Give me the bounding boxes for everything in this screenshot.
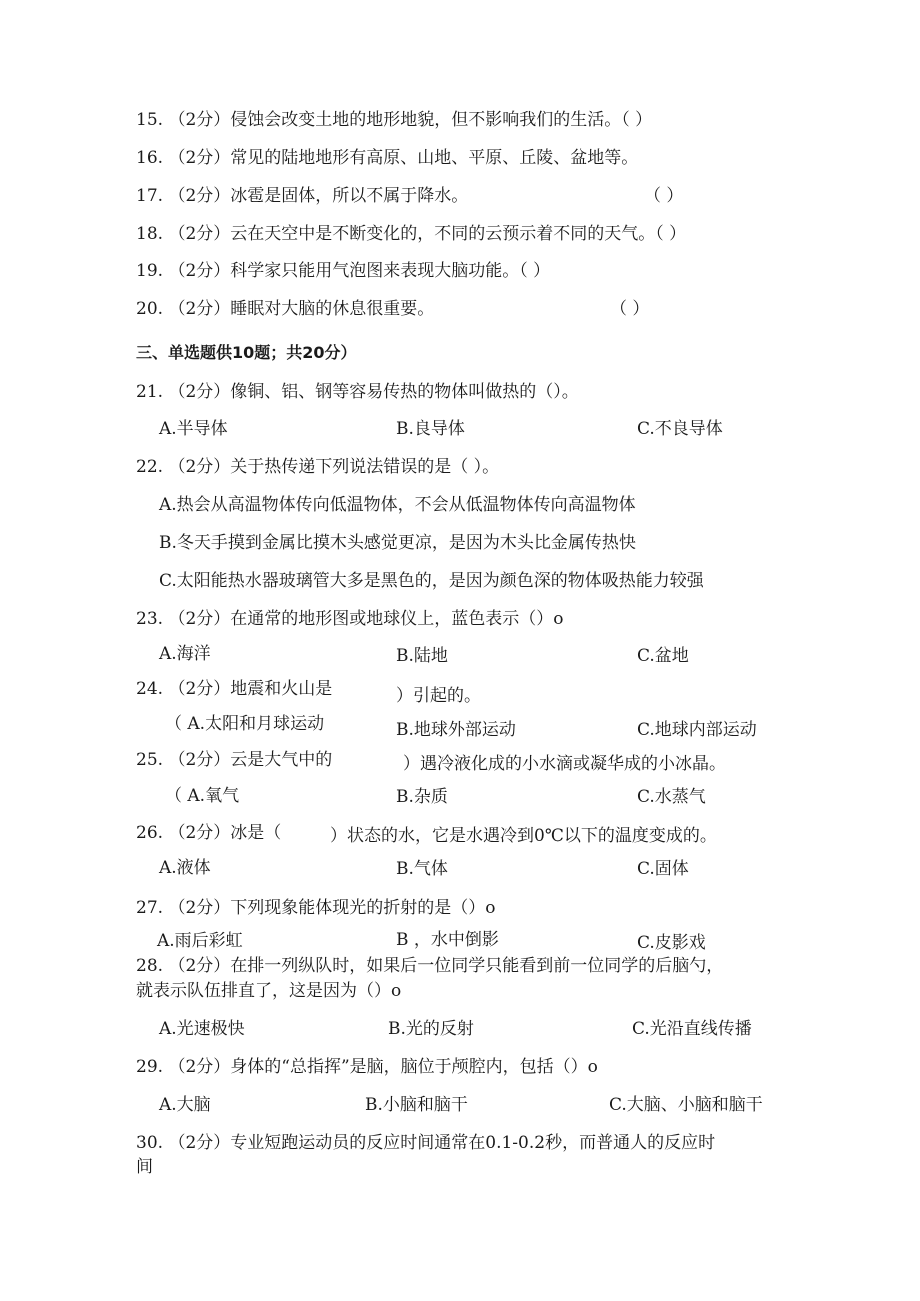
- question-number: 16.: [136, 148, 164, 168]
- option-c: C.盆地: [637, 646, 689, 666]
- question-19: [136, 260, 550, 282]
- question-29: [136, 1056, 598, 1078]
- option-a: A.大脑: [159, 1095, 211, 1115]
- question-text: （2分）科学家只能用气泡图来表现大脑功能。（ ）: [168, 261, 551, 281]
- question-28: [136, 955, 723, 977]
- question-text: （2分）云是大气中的: [168, 750, 333, 770]
- question-text: （2分）关于热传递下列说法错误的是（ ）。: [168, 457, 500, 477]
- question-number: 23.: [136, 609, 164, 629]
- option-a: （ A.氧气: [165, 786, 240, 806]
- question-text: （2分）睡眠对大脑的休息很重要。: [168, 299, 435, 319]
- question-number: 22.: [136, 457, 164, 477]
- answer-paren-20: （ ）: [610, 299, 650, 319]
- question-text-continued: 就表示队伍排直了，这是因为（）o: [136, 981, 402, 1001]
- question-text: （2分）身体的“总指挥”是脑，脑位于颅腔内，包括（）o: [168, 1057, 598, 1077]
- option-b: B.小脑和脑干: [365, 1095, 468, 1115]
- question-26: [136, 822, 281, 844]
- question-18: [136, 223, 686, 245]
- option-c: C.皮影戏: [637, 933, 706, 953]
- question-21: [136, 381, 579, 403]
- option-c: C.地球内部运动: [637, 720, 757, 740]
- question-text: （2分）下列现象能体现光的折射的是（）o: [168, 898, 496, 918]
- question-text-continued: ）遇冷液化成的小水滴或凝华成的小冰晶。: [403, 754, 726, 774]
- question-text: （2分）冰是（: [168, 823, 282, 843]
- option-c: C.太阳能热水器玻璃管大多是黑色的，是因为颜色深的物体吸热能力较强: [159, 571, 704, 591]
- option-a: A.半导体: [159, 419, 228, 439]
- question-text: （2分）常见的陆地地形有高原、山地、平原、丘陵、盆地等。: [168, 148, 639, 168]
- question-text: （2分）在通常的地形图或地球仪上，蓝色表示（）o: [168, 609, 564, 629]
- question-number: 27.: [136, 898, 164, 918]
- question-number: 28.: [136, 956, 164, 976]
- option-b: B.杂质: [396, 787, 448, 807]
- question-text-continued: 间: [136, 1157, 153, 1177]
- question-15: [136, 109, 652, 131]
- question-number: 21.: [136, 382, 164, 402]
- question-number: 15.: [136, 110, 164, 130]
- question-text: （2分）云在天空中是不断变化的，不同的云预示着不同的天气。（ ）: [168, 224, 687, 244]
- option-b: B.冬天手摸到金属比摸木头感觉更凉，是因为木头比金属传热快: [159, 533, 636, 553]
- option-c: C.水蒸气: [637, 787, 706, 807]
- question-text: （2分）冰雹是固体，所以不属于降水。: [168, 186, 469, 206]
- question-20: [136, 298, 434, 320]
- option-b: B.良导体: [396, 419, 465, 439]
- option-c: C.不良导体: [637, 419, 723, 439]
- question-25: [136, 749, 332, 771]
- question-30: [136, 1132, 715, 1154]
- option-b: B.光的反射: [388, 1019, 474, 1039]
- option-c: C.大脑、小脑和脑干: [609, 1095, 763, 1115]
- question-number: 29.: [136, 1057, 164, 1077]
- option-c: C.光沿直线传播: [632, 1019, 752, 1039]
- option-b: B.地球外部运动: [396, 720, 516, 740]
- question-number: 18.: [136, 224, 164, 244]
- question-text: （2分）在排一列纵队时，如果后一位同学只能看到前一位同学的后脑勺，: [168, 956, 724, 976]
- question-text: （2分）像铜、铝、钢等容易传热的物体叫做热的（）。: [168, 382, 579, 402]
- question-number: 24.: [136, 679, 164, 699]
- question-number: 25.: [136, 750, 164, 770]
- option-b: B.气体: [396, 859, 448, 879]
- question-number: 17.: [136, 186, 164, 206]
- question-number: 20.: [136, 299, 164, 319]
- option-b: B ，水中倒影: [396, 930, 499, 950]
- option-a: A.光速极快: [159, 1019, 245, 1039]
- option-a: A.雨后彩虹: [157, 931, 243, 951]
- question-27: [136, 897, 496, 919]
- question-text: （2分）地震和火山是: [168, 679, 333, 699]
- question-23: [136, 608, 564, 630]
- question-number: 19.: [136, 261, 164, 281]
- option-a: A.热会从高温物体传向低温物体，不会从低温物体传向高温物体: [159, 495, 636, 515]
- question-number: 30.: [136, 1133, 164, 1153]
- option-b: B.陆地: [396, 646, 448, 666]
- question-text-continued: ）引起的。: [396, 686, 481, 706]
- option-a: （ A.太阳和月球运动: [165, 714, 325, 734]
- question-17: [136, 185, 468, 207]
- question-16: [136, 147, 638, 169]
- question-24: [136, 678, 332, 700]
- option-a: A.液体: [159, 858, 211, 878]
- question-number: 26.: [136, 823, 164, 843]
- question-22: [136, 456, 499, 478]
- question-text: （2分）侵蚀会改变土地的地形地貌，但不影响我们的生活。（ ）: [168, 110, 653, 130]
- section-heading: 三、单选题供10题；共20分）: [136, 343, 357, 362]
- option-a: A.海洋: [159, 644, 211, 664]
- question-text-continued: ）状态的水，它是水遇冷到0℃以下的温度变成的。: [330, 826, 717, 846]
- answer-paren-17: （ ）: [644, 186, 684, 206]
- option-c: C.固体: [637, 859, 689, 879]
- question-text: （2分）专业短跑运动员的反应时间通常在0.1-0.2秒，而普通人的反应时: [168, 1133, 716, 1153]
